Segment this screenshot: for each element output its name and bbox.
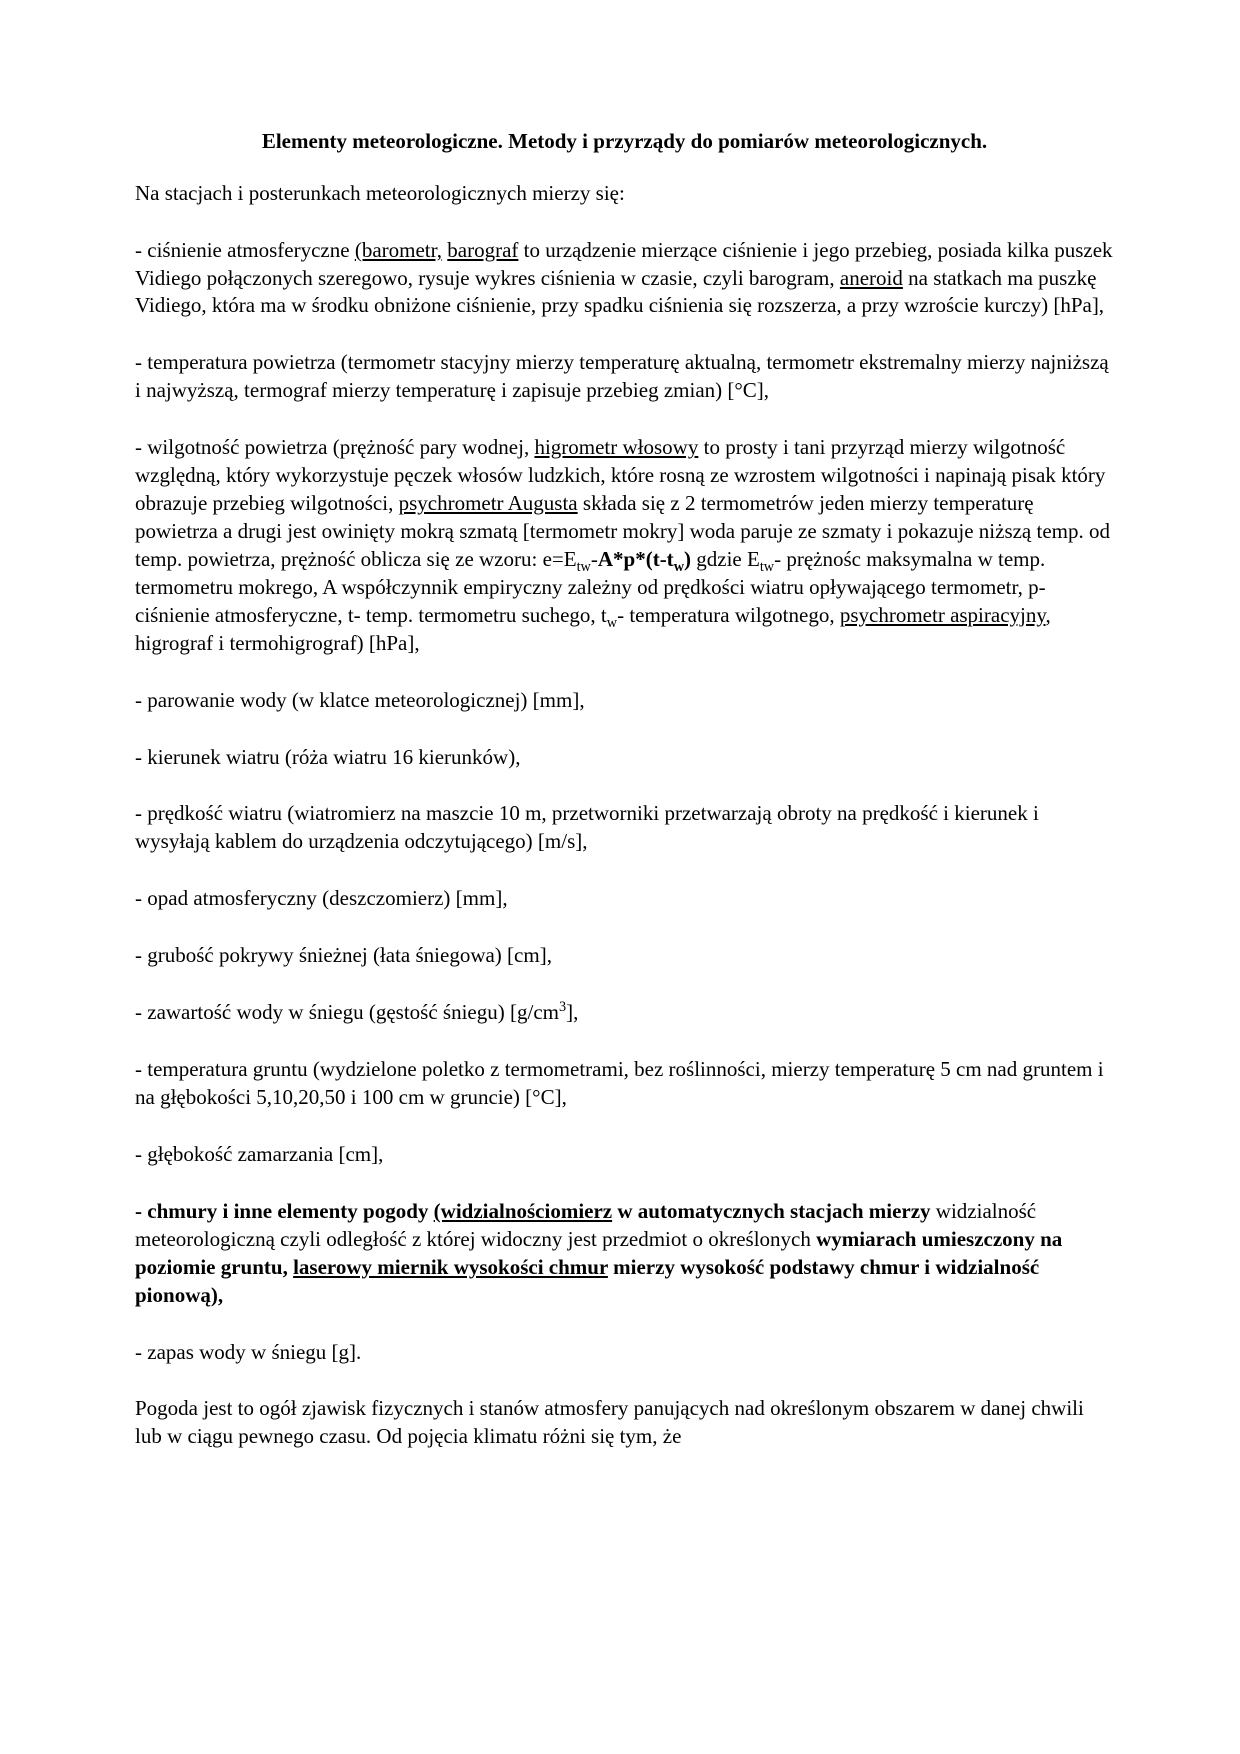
- text-segment: - prędkość wiatru (wiatromierz na maszcie 10 m, przetworniki przetwarzają obroty na prędkość i kierunek i wysyłają kablem do urządzenia odczytującego) [m/s],: [135, 801, 1039, 854]
- paragraph: [135, 999, 1114, 1027]
- text-segment: laserowy miernik wysokości chmur: [293, 1254, 608, 1279]
- text-segment: - zapas wody w śniegu [g].: [135, 1339, 362, 1364]
- text-segment: , higrograf i termohigrograf) [hPa],: [135, 602, 1051, 655]
- text-segment: - kierunek wiatru (róża wiatru 16 kierunków),: [135, 744, 521, 769]
- text-segment: - zawartość wody w śniegu (gęstość śniegu) [g/cm: [135, 1000, 559, 1025]
- text-segment: - temperatura wilgotnego,: [617, 602, 840, 627]
- text-segment: - chmury i inne elementy pogody: [135, 1198, 434, 1223]
- paragraph: [135, 687, 1114, 715]
- text-segment: w: [673, 559, 684, 576]
- text-segment: w: [606, 614, 618, 631]
- text-segment: składa się z 2 termometrów jeden mierzy temperaturę powietrza a drugi jest owinięty mokrą szmatą [termometr mokry] woda paruje ze szmaty i pokazuje niższą temp. od temp. powietrza, prężność oblicza się ze wzoru: e=E: [135, 491, 1110, 571]
- text-segment: - grubość pokrywy śnieżnej (łata śniegowa) [cm],: [135, 943, 552, 968]
- text-segment: 3: [558, 999, 567, 1016]
- text-segment: to prosty i tani przyrząd mierzy wilgotność względną, który wykorzystuje pęczek włosów ludzkich, które rosną ze wzrostem wilgotności i napinają pisak który obrazuje przebieg wilgotności,: [135, 435, 1106, 516]
- text-segment: w automatycznych stacjach mierzy: [612, 1198, 931, 1223]
- text-segment: - głębokość zamarzania [cm],: [135, 1141, 384, 1166]
- text-segment: mierzy wysokość podstawy chmur i widzialność pionową),: [135, 1254, 1040, 1307]
- text-segment: ],: [566, 1000, 579, 1025]
- text-segment: - wilgotność powietrza (prężność pary wodnej,: [135, 435, 535, 460]
- text-segment: (widzialnościomierz: [433, 1198, 613, 1223]
- text-segment: - ciśnienie atmosferyczne: [135, 237, 355, 262]
- text-segment: - prężnośc maksymalna w temp. termometru mokrego, A współczynnik empiryczny zależny od prędkości wiatru opływającego termometr, p- ciśnienie atmosferyczne, t- temp. termometru suchego, t: [135, 546, 1046, 627]
- text-segment: psychrometr aspiracyjny: [839, 602, 1046, 627]
- paragraph: [135, 942, 1114, 970]
- paragraph: [135, 885, 1114, 913]
- paragraph: [135, 349, 1114, 405]
- text-segment: ): [684, 546, 691, 571]
- text-segment: aneroid: [839, 265, 903, 290]
- paragraph: [135, 1395, 1114, 1451]
- text-segment: -: [590, 546, 598, 571]
- text-segment: - temperatura gruntu (wydzielone poletko z termometrami, bez roślinności, mierzy temperaturę 5 cm nad gruntem i na głębokości 5,10,20,50 i 100 cm w gruncie) [°C],: [135, 1057, 1104, 1109]
- paragraph: [135, 1141, 1114, 1169]
- text-segment: psychrometr Augusta: [398, 491, 578, 516]
- text-segment: Na stacjach i posterunkach meteorologicznych mierzy się:: [135, 180, 625, 205]
- text-segment: higrometr włosowy: [534, 435, 699, 460]
- paragraph: [135, 1198, 1114, 1310]
- paragraph: [135, 237, 1114, 321]
- text-segment: (barometr,: [354, 237, 443, 262]
- text-segment: widzialność meteorologiczną czyli odległość z której widoczny jest przedmiot o określonych: [135, 1198, 1037, 1251]
- paragraph: [135, 1056, 1114, 1112]
- text-segment: na statkach ma puszkę Vidiego, która ma w środku obniżone ciśnienie, przy spadku ciśnienia się rozszerza, a przy wzroście kurczy) [hPa],: [135, 265, 1105, 318]
- document-body: [135, 180, 1114, 1452]
- paragraph: [135, 1339, 1114, 1367]
- text-segment: - temperatura powietrza (termometr stacyjny mierzy temperaturę aktualną, termometr ekstremalny mierzy najniższą i najwyższą, termograf mierzy temperaturę i zapisuje przebieg zmian) [°C],: [135, 350, 1109, 403]
- text-segment: to urządzenie mierzące ciśnienie i jego przebieg, posiada kilka puszek Vidiego połączonych szeregowo, rysuje wykres ciśnienia w czasie, czyli barogram,: [135, 237, 1113, 290]
- paragraph: [135, 180, 1114, 208]
- text-segment: A*p*(t-t: [597, 546, 674, 571]
- paragraph: [135, 744, 1114, 772]
- text-segment: Pogoda jest to ogół zjawisk fizycznych i stanów atmosfery panujących nad określonym obszarem w danej chwili lub w ciągu pewnego czasu. Od pojęcia klimatu różni się tym, że: [135, 1396, 1084, 1449]
- paragraph: [135, 800, 1114, 856]
- text-segment: - parowanie wody (w klatce meteorologicznej) [mm],: [135, 687, 585, 712]
- text-segment: barograf: [447, 237, 519, 262]
- text-segment: - opad atmosferyczny (deszczomierz) [mm],: [135, 886, 508, 911]
- document-title: Elementy meteorologiczne. Metody i przyrządy do pomiarów meteorologicznych.: [261, 129, 988, 153]
- text-segment: tw: [759, 559, 775, 576]
- text-segment: tw: [576, 559, 591, 576]
- text-segment: wymiarach umieszczony na poziomie gruntu,: [135, 1226, 1063, 1279]
- paragraph: [135, 434, 1114, 657]
- text-segment: gdzie E: [691, 546, 760, 571]
